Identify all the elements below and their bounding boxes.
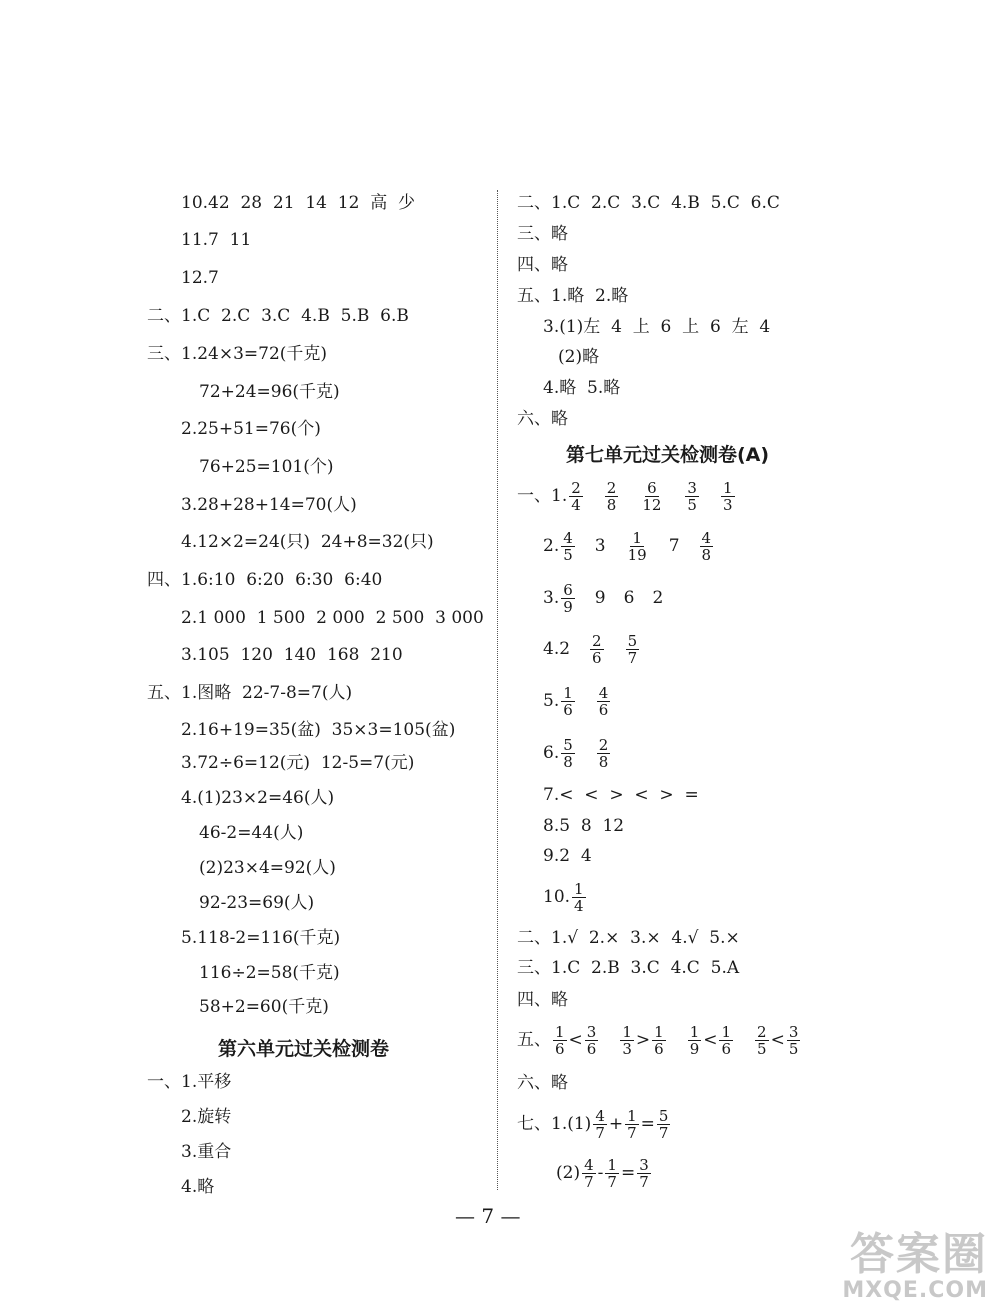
q3-prefix: 3. — [543, 588, 560, 608]
s5-op-4: < — [770, 1030, 785, 1050]
left-line-11: 四、1.6:10 6:20 6:30 6:40 — [147, 570, 383, 590]
q1-prefix: 一、1. — [517, 486, 568, 506]
watermark-logo — [842, 1229, 988, 1303]
q3-value-1: 9 — [594, 588, 606, 608]
q4-frac-2: $\frac{5}{7}$ — [627, 631, 638, 667]
s5-frac-8: $\frac{3}{5}$ — [788, 1022, 799, 1058]
watermark-text-bottom: MXQE.COM — [842, 1278, 988, 1303]
right-line-1: 二、1.C 2.C 3.C 4.B 5.C 6.C — [517, 193, 780, 213]
left-line-10: 4.12×2=24(只) 24+8=32(只) — [181, 532, 434, 552]
q5-row — [543, 683, 612, 719]
right-line-8: 六、略 — [517, 409, 568, 429]
q5-prefix: 5. — [543, 691, 560, 711]
watermark-text-top: 答案圈 — [850, 1229, 988, 1280]
s7b-prefix: (2) — [556, 1163, 581, 1183]
s4-line: 四、略 — [517, 990, 568, 1010]
q2-row — [543, 528, 715, 564]
s7b-frac-3: $\frac{3}{7}$ — [639, 1155, 649, 1191]
page-number: — 7 — — [455, 1204, 521, 1228]
s5-frac-4: $\frac{1}{6}$ — [654, 1022, 664, 1058]
s6-right-line: 六、略 — [517, 1073, 568, 1093]
left-line-12: 2.1 000 1 500 2 000 2 500 3 000 — [181, 608, 484, 628]
q10-prefix: 10. — [543, 887, 571, 907]
q3-value-2: 6 — [623, 588, 635, 608]
q6-prefix: 6. — [543, 743, 560, 763]
s6-line-3: 3.重合 — [181, 1142, 232, 1162]
s5-frac-5: $\frac{1}{9}$ — [689, 1022, 700, 1058]
q2-prefix: 2. — [543, 536, 560, 556]
s7-op-2: = — [640, 1114, 655, 1134]
q3-row — [543, 580, 663, 616]
left-line-21: 5.118-2=116(千克) — [181, 928, 341, 948]
left-line-17: 4.(1)23×2=46(人) — [181, 788, 335, 808]
q4-prefix: 4.2 — [543, 639, 571, 659]
q3-value-3: 2 — [652, 588, 664, 608]
right-line-5: 3.(1)左 4 上 6 上 6 左 4 — [543, 317, 771, 337]
q10-row — [543, 879, 588, 915]
q1-frac-1: $\frac{2}{4}$ — [571, 478, 581, 514]
s5-op-1: < — [568, 1030, 583, 1050]
left-line-22: 116÷2=58(千克) — [199, 963, 340, 983]
s7b-frac-2: $\frac{1}{7}$ — [607, 1155, 617, 1191]
q2-frac-1: $\frac{4}{5}$ — [563, 528, 573, 564]
s6-line-4: 4.略 — [181, 1177, 215, 1197]
column-divider — [497, 190, 498, 1190]
q6-row — [543, 735, 612, 771]
s3-line: 三、1.C 2.B 3.C 4.C 5.A — [517, 958, 740, 978]
s5-frac-1: $\frac{1}{6}$ — [555, 1022, 565, 1058]
left-line-3: 12.7 — [181, 268, 219, 288]
s5-frac-3: $\frac{1}{3}$ — [622, 1022, 632, 1058]
q6-frac-2: $\frac{2}{8}$ — [598, 735, 609, 771]
right-line-4: 五、1.略 2.略 — [517, 286, 629, 306]
left-line-14: 五、1.图略 22-7-8=7(人) — [147, 683, 353, 703]
q2-value-1: 3 — [594, 536, 606, 556]
s5-op-3: < — [703, 1030, 718, 1050]
left-line-19: (2)23×4=92(人) — [199, 858, 336, 878]
s7b-op-1: - — [597, 1163, 604, 1183]
left-line-6: 72+24=96(千克) — [199, 382, 340, 402]
s2-line: 二、1.√ 2.× 3.× 4.√ 5.× — [517, 928, 740, 948]
s5-row — [517, 1022, 802, 1058]
left-line-15: 2.16+19=35(盆) 35×3=105(盆) — [181, 720, 456, 740]
q1-frac-3: $\frac{6}{12}$ — [642, 478, 662, 514]
s7b-frac-1: $\frac{4}{7}$ — [584, 1155, 594, 1191]
q6-frac-1: $\frac{5}{8}$ — [563, 735, 573, 771]
q4-row — [543, 631, 641, 667]
q2-frac-2: $\frac{1}{19}$ — [627, 528, 647, 564]
q9-line: 9.2 4 — [543, 846, 592, 866]
right-line-7: 4.略 5.略 — [543, 378, 621, 398]
s7-frac-3: $\frac{5}{7}$ — [658, 1106, 669, 1142]
s5-prefix: 五、 — [517, 1030, 551, 1050]
s5-frac-2: $\frac{3}{6}$ — [586, 1022, 597, 1058]
q1-frac-4: $\frac{3}{5}$ — [687, 478, 697, 514]
left-line-20: 92-23=69(人) — [199, 893, 315, 913]
q8-line: 8.5 8 12 — [543, 816, 625, 836]
q1-frac-5: $\frac{1}{3}$ — [722, 478, 733, 514]
q10-frac: $\frac{1}{4}$ — [574, 879, 584, 915]
q5-frac-1: $\frac{1}{6}$ — [563, 683, 573, 719]
right-line-3: 四、略 — [517, 255, 568, 275]
q2-frac-3: $\frac{4}{8}$ — [701, 528, 712, 564]
q7-line: 7.< < > < > = — [543, 785, 699, 805]
q4-frac-1: $\frac{2}{6}$ — [592, 631, 602, 667]
s6-line-2: 2.旋转 — [181, 1107, 232, 1127]
s5-op-2: > — [635, 1030, 651, 1050]
q3-frac-1: $\frac{6}{9}$ — [563, 580, 573, 616]
left-line-5: 三、1.24×3=72(千克) — [147, 344, 328, 364]
left-line-1: 10.42 28 21 14 12 高 少 — [181, 193, 416, 213]
s7-op-1: + — [608, 1114, 624, 1134]
left-line-2: 11.7 11 — [181, 230, 252, 250]
s5-frac-6: $\frac{1}{6}$ — [721, 1022, 732, 1058]
left-line-16: 3.72÷6=12(元) 12-5=7(元) — [181, 753, 415, 773]
left-line-8: 76+25=101(个) — [199, 457, 334, 477]
section6-title: 第六单元过关检测卷 — [218, 1038, 390, 1060]
left-line-4: 二、1.C 2.C 3.C 4.B 5.B 6.B — [147, 306, 409, 326]
right-line-6: (2)略 — [558, 347, 600, 367]
left-line-9: 3.28+28+14=70(人) — [181, 495, 357, 515]
s7-row-1 — [517, 1106, 672, 1142]
left-line-18: 46-2=44(人) — [199, 823, 304, 843]
q1-frac-2: $\frac{2}{8}$ — [606, 478, 617, 514]
s5-frac-7: $\frac{2}{5}$ — [757, 1022, 767, 1058]
left-line-13: 3.105 120 140 168 210 — [181, 645, 403, 665]
s7-frac-2: $\frac{1}{7}$ — [627, 1106, 637, 1142]
left-line-23: 58+2=60(千克) — [199, 997, 329, 1017]
q1-row — [517, 478, 737, 514]
s7b-op-2: = — [620, 1163, 636, 1183]
s7-row-2 — [556, 1155, 653, 1191]
left-line-7: 2.25+51=76(个) — [181, 419, 321, 439]
s7-prefix: 七、1.(1) — [517, 1114, 592, 1134]
q2-value-2: 7 — [668, 536, 680, 556]
right-line-2: 三、略 — [517, 224, 568, 244]
section7-title: 第七单元过关检测卷(A) — [566, 444, 770, 466]
s6-line-1: 一、1.平移 — [147, 1072, 232, 1092]
s7-frac-1: $\frac{4}{7}$ — [595, 1106, 605, 1142]
q5-frac-2: $\frac{4}{6}$ — [598, 683, 609, 719]
